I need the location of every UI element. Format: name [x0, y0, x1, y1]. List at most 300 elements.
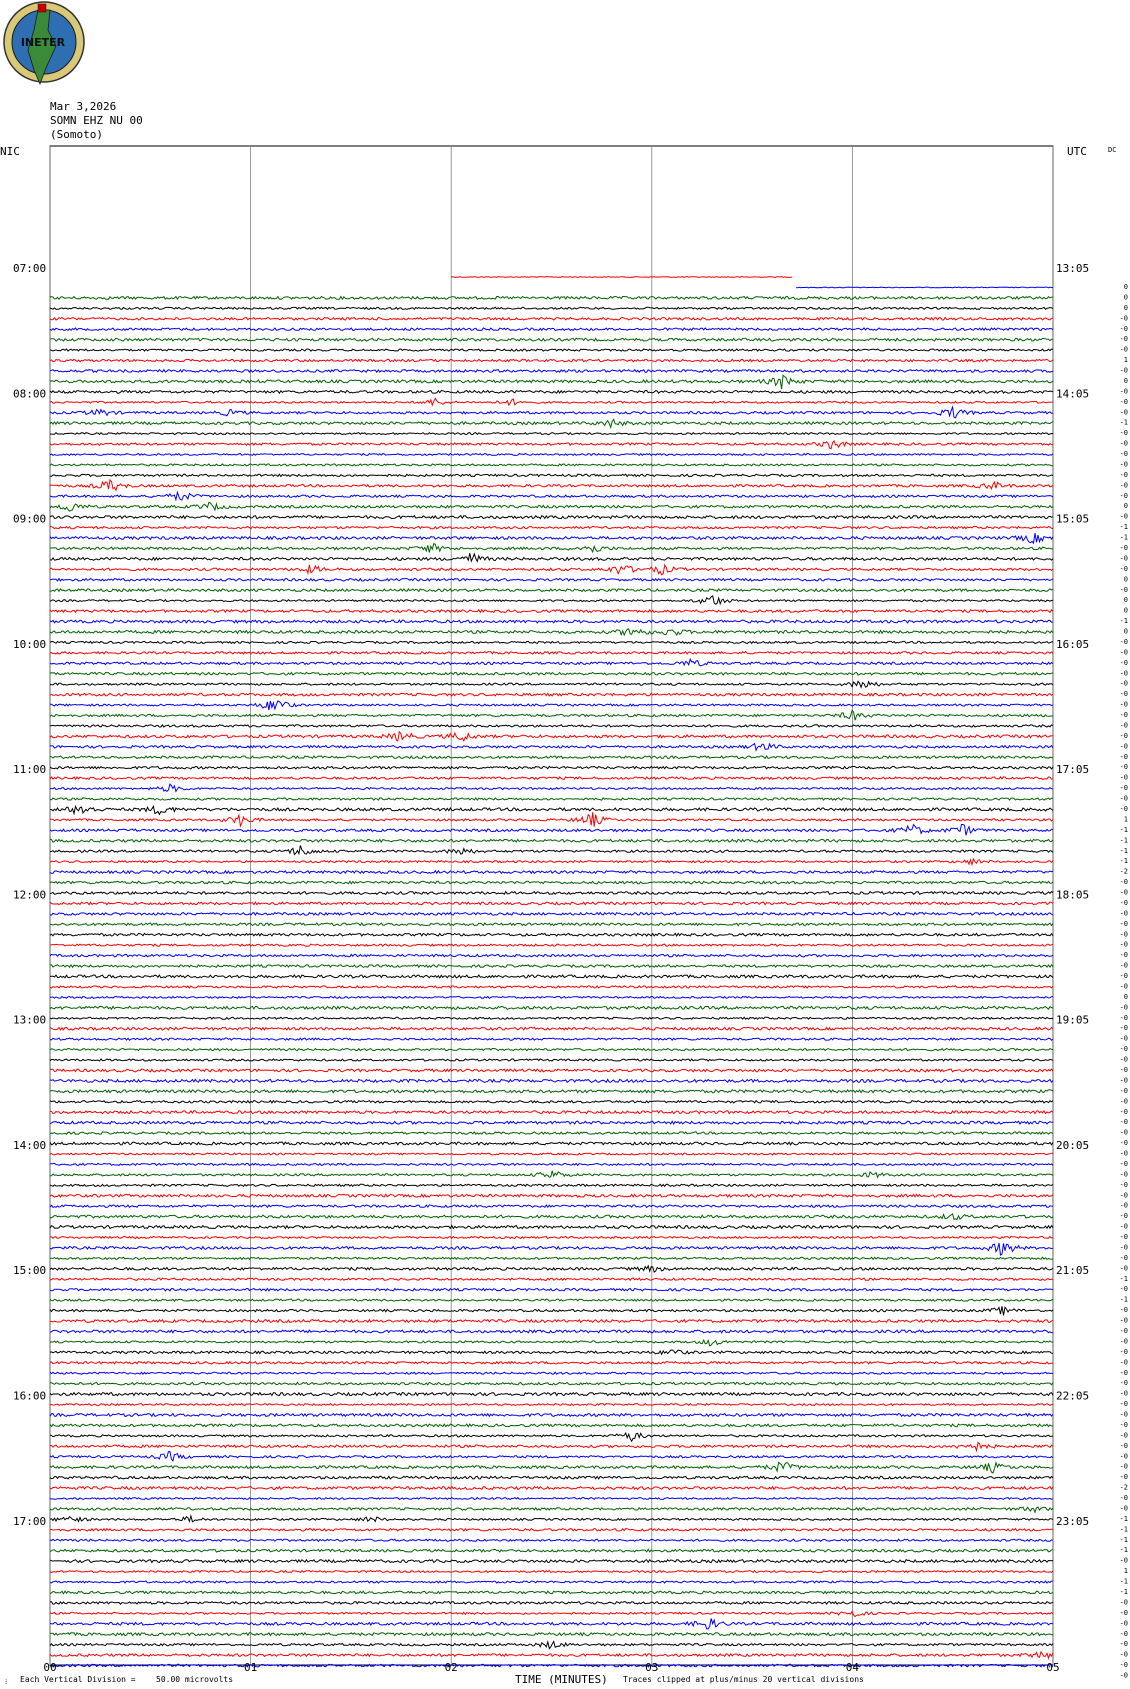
x-tick-label: 04	[845, 1661, 860, 1674]
dc-offset: -0	[1119, 408, 1128, 417]
x-tick-label: 01	[243, 1661, 258, 1674]
dc-offset: -0	[1119, 1045, 1128, 1054]
left-hour-label: 08:00	[13, 387, 47, 401]
trace-green	[50, 1424, 1053, 1427]
dc-offset: 0	[1123, 575, 1128, 584]
trace-blue	[50, 784, 1053, 791]
dc-offset: -0	[1119, 919, 1128, 928]
dc-offset: -0	[1119, 1420, 1128, 1429]
trace-green	[50, 1382, 1053, 1385]
trace-blue	[50, 1619, 1053, 1629]
dc-offset: -0	[1119, 1389, 1128, 1398]
trace-green	[50, 589, 1053, 592]
trace-black	[50, 349, 1053, 351]
x-tick-label: 05	[1046, 1661, 1060, 1674]
trace-blue	[50, 328, 1053, 330]
dc-offset: -0	[1119, 1608, 1128, 1617]
dc-offset: -0	[1119, 982, 1128, 991]
dc-offset: -0	[1119, 1462, 1128, 1471]
trace-red	[50, 526, 1053, 528]
trace-red	[50, 1487, 1053, 1490]
dc-offset: -0	[1119, 1473, 1128, 1482]
dc-offset: -0	[1119, 470, 1128, 479]
right-hour-label: 16:05	[1056, 637, 1090, 651]
dc-offset: -0	[1119, 1222, 1128, 1231]
dc-offset: -0	[1119, 1368, 1128, 1377]
left-hour-label: 14:00	[13, 1138, 47, 1152]
dc-offset: -0	[1119, 1024, 1128, 1033]
dc-offset: -0	[1119, 1097, 1128, 1106]
trace-black	[50, 1560, 1053, 1563]
left-hour-label: 16:00	[13, 1389, 47, 1403]
dc-offset: -0	[1119, 805, 1128, 813]
dc-offset: -0	[1119, 1598, 1128, 1607]
trace-blue	[50, 1330, 1053, 1333]
dc-offset: 1	[1123, 356, 1128, 365]
trace-red	[50, 1611, 1053, 1616]
trace-blue	[50, 370, 1053, 373]
trace-red	[50, 1404, 1053, 1406]
right-hour-label: 23:05	[1056, 1514, 1090, 1528]
dc-offset: -0	[1119, 930, 1128, 939]
trace-green	[50, 881, 1053, 884]
trace-black	[50, 553, 1053, 561]
dc-offset: -0	[1119, 940, 1128, 949]
right-zone-label: UTC	[1067, 145, 1087, 158]
trace-green	[50, 1006, 1053, 1009]
dc-offset: -0	[1119, 1149, 1128, 1158]
trace-green	[50, 710, 1053, 720]
trace-black	[50, 892, 1053, 895]
left-hour-label: 13:00	[13, 1013, 47, 1027]
dc-offset: -0	[1119, 1285, 1128, 1294]
trace-red	[50, 693, 1053, 696]
dc-offset: -0	[1119, 564, 1128, 573]
trace-green	[50, 1549, 1053, 1552]
trace-blue	[50, 492, 1053, 500]
trace-blue	[50, 1163, 1053, 1165]
dc-offset: -0	[1119, 1066, 1128, 1074]
dc-offset: -0	[1119, 1619, 1128, 1628]
trace-red	[50, 902, 1053, 905]
dc-offset: -0	[1119, 544, 1128, 552]
trace-black	[50, 1306, 1053, 1315]
location-label: (Somoto)	[50, 128, 103, 141]
trace-black	[50, 1350, 1053, 1354]
dc-offset: -0	[1119, 460, 1128, 469]
trace-green	[50, 1462, 1053, 1473]
dc-header: DC	[1108, 146, 1117, 154]
trace-green	[50, 375, 1053, 389]
logo	[4, 2, 84, 84]
dc-offset: -0	[1119, 1347, 1128, 1356]
trace-black	[50, 1017, 1053, 1019]
dc-offset: -0	[1119, 1253, 1128, 1262]
dc-offset: -0	[1119, 898, 1128, 907]
trace-black	[50, 846, 1053, 855]
dc-offset: -0	[1119, 1379, 1128, 1388]
dc-offset: -1	[1119, 1588, 1128, 1596]
station-label: SOMN EHZ NU 00	[50, 114, 143, 127]
dc-offset: 0	[1123, 627, 1128, 636]
trace-red	[50, 1111, 1053, 1114]
dc-offset: -0	[1119, 1233, 1128, 1242]
dc-offset: 0	[1123, 606, 1128, 615]
left-hour-label: 07:00	[13, 262, 47, 275]
trace-green	[50, 1257, 1053, 1259]
dc-offset: -0	[1119, 1400, 1128, 1409]
trace-black	[50, 933, 1053, 936]
trace-red	[50, 944, 1053, 946]
trace-blue	[50, 579, 1053, 582]
dc-offset: -1	[1119, 1525, 1128, 1534]
trace-black	[50, 641, 1053, 643]
dc-offset: -0	[1119, 554, 1128, 563]
dc-offset: -0	[1119, 450, 1128, 459]
trace-black	[50, 1433, 1053, 1441]
trace-red	[50, 812, 1053, 827]
trace-red	[50, 1153, 1053, 1155]
dc-offset: -0	[1119, 345, 1128, 354]
trace-green	[50, 1049, 1053, 1051]
dc-offset: -2	[1119, 867, 1128, 876]
dc-offset: -0	[1119, 397, 1128, 406]
dc-offset: -0	[1119, 439, 1128, 448]
trace-green	[50, 1214, 1053, 1220]
trace-red	[50, 732, 1053, 741]
right-hour-label: 13:05	[1056, 262, 1090, 275]
trace-red	[50, 610, 1053, 613]
trace-green	[50, 923, 1053, 926]
trace-black	[50, 1142, 1053, 1145]
dc-offset: -0	[1119, 1431, 1128, 1440]
logo-text: INETER	[20, 36, 66, 49]
trace-red	[50, 1069, 1053, 1072]
trace-green	[50, 1299, 1053, 1301]
dc-offset: -0	[1119, 888, 1128, 897]
dc-offset: -0	[1119, 481, 1128, 490]
dc-offset: -0	[1119, 721, 1128, 730]
trace-red	[50, 1027, 1053, 1030]
right-hour-label: 15:05	[1056, 512, 1090, 526]
dc-offset: -0	[1119, 1243, 1128, 1252]
trace-red	[50, 1362, 1053, 1364]
trace-red	[50, 777, 1053, 779]
dc-offset: -0	[1119, 1055, 1128, 1064]
trace-lines	[50, 277, 1053, 1667]
trace-blue	[50, 701, 1053, 710]
trace-red	[50, 652, 1053, 654]
dc-offset: -0	[1119, 1264, 1128, 1273]
trace-black	[50, 1266, 1053, 1272]
trace-black	[50, 806, 1053, 814]
trace-blue	[50, 454, 1053, 456]
dc-offset-labels	[1120, 283, 1128, 1680]
dc-offset: -0	[1119, 731, 1128, 740]
dc-offset: 0	[1123, 992, 1128, 1001]
dc-offset: -0	[1119, 648, 1128, 657]
trace-blue	[50, 744, 1053, 751]
dc-offset: -0	[1119, 512, 1128, 521]
dc-offset: -0	[1119, 429, 1128, 438]
trace-green	[50, 338, 1053, 341]
right-hour-label: 14:05	[1056, 387, 1090, 401]
trace-blue	[50, 1539, 1053, 1541]
trace-blue	[50, 1372, 1053, 1374]
dc-offset: -0	[1119, 794, 1128, 803]
trace-red	[50, 1571, 1053, 1573]
trace-black	[50, 391, 1053, 394]
dc-offset: -0	[1119, 1640, 1128, 1649]
trace-red	[50, 398, 1053, 405]
trace-blue	[50, 407, 1053, 418]
dc-offset: -0	[1119, 679, 1128, 688]
trace-blue	[50, 1079, 1053, 1082]
trace-blue	[50, 825, 1053, 836]
trace-green	[50, 1171, 1053, 1178]
trace-blue	[50, 1243, 1053, 1255]
trace-blue	[50, 1038, 1053, 1040]
dc-offset: -0	[1119, 1086, 1128, 1095]
trace-black	[50, 1516, 1053, 1522]
trace-green	[50, 297, 1053, 300]
trace-green	[50, 756, 1053, 759]
dc-offset: -1	[1119, 836, 1128, 845]
left-hour-label: 09:00	[13, 512, 47, 526]
trace-green	[50, 629, 1053, 635]
dc-offset: 0	[1123, 376, 1128, 385]
dc-offset: -0	[1119, 1661, 1128, 1670]
dc-offset: -0	[1119, 1076, 1128, 1085]
dc-offset: -0	[1119, 1003, 1128, 1012]
dc-offset: -0	[1119, 658, 1128, 667]
trace-green	[50, 1591, 1053, 1594]
dc-offset: -0	[1119, 314, 1128, 323]
dc-offset: -1	[1119, 1535, 1128, 1544]
dc-offset: -0	[1119, 1201, 1128, 1210]
dc-offset: -0	[1119, 752, 1128, 761]
trace-blue	[50, 1451, 1053, 1460]
dc-offset: -0	[1119, 1118, 1128, 1127]
dc-offset: -0	[1119, 690, 1128, 699]
trace-red	[50, 859, 1053, 865]
dc-offset: -0	[1119, 1327, 1128, 1335]
trace-black	[50, 307, 1053, 309]
dc-offset: -0	[1119, 324, 1128, 333]
dc-offset: -0	[1119, 909, 1128, 918]
dc-offset: -0	[1119, 1410, 1128, 1419]
dc-offset: -0	[1119, 491, 1128, 500]
dc-offset: -1	[1119, 1546, 1128, 1555]
trace-red	[50, 1237, 1053, 1239]
dc-offset: -0	[1119, 1013, 1128, 1022]
dc-offset: -0	[1119, 1629, 1128, 1638]
dc-offset: -0	[1119, 711, 1128, 720]
trace-red	[50, 480, 1053, 490]
trace-red	[50, 1652, 1053, 1659]
date-label: Mar 3,2026	[50, 100, 117, 113]
dc-offset: -0	[1119, 1452, 1128, 1461]
trace-red	[50, 441, 1053, 449]
trace-green	[50, 464, 1053, 466]
trace-green	[50, 544, 1053, 553]
trace-blue	[50, 996, 1053, 998]
left-zone-label: NIC	[0, 145, 20, 158]
dc-offset: -0	[1119, 1316, 1128, 1325]
trace-blue	[50, 871, 1053, 874]
dc-offset: -0	[1119, 585, 1128, 594]
dc-offset: -0	[1119, 1337, 1128, 1346]
dc-offset: -1	[1119, 1274, 1128, 1283]
trace-green	[50, 1633, 1053, 1636]
dc-offset: 0	[1123, 303, 1128, 312]
dc-offset: -1	[1119, 857, 1128, 866]
trace-blue	[50, 1205, 1053, 1208]
dc-offset: -0	[1119, 1306, 1128, 1315]
dc-offset: 1	[1123, 1567, 1128, 1576]
trace-black	[50, 1642, 1053, 1649]
dc-offset: 0	[1123, 283, 1128, 291]
trace-black	[50, 766, 1053, 769]
trace-green	[50, 1090, 1053, 1093]
trace-black	[50, 1226, 1053, 1229]
trace-black	[50, 596, 1053, 604]
dc-offset: -0	[1119, 773, 1128, 782]
dc-offset: -0	[1119, 1191, 1128, 1200]
dc-offset: -2	[1119, 1483, 1128, 1492]
dc-offset: -1	[1119, 523, 1128, 532]
trace-black	[50, 1101, 1053, 1103]
trace-blue	[50, 1289, 1053, 1291]
trace-blue	[796, 287, 1053, 288]
trace-black	[50, 516, 1053, 519]
dc-offset: -0	[1119, 669, 1128, 678]
right-hour-label: 21:05	[1056, 1264, 1090, 1278]
vertical-division-value: 50.00 microvolts	[156, 1675, 234, 1684]
trace-green	[50, 672, 1053, 675]
dc-offset: -0	[1119, 1504, 1128, 1513]
trace-black	[50, 1059, 1053, 1061]
scale-mark: ⁝	[5, 1678, 8, 1686]
trace-black	[50, 725, 1053, 727]
trace-green	[50, 419, 1053, 427]
x-tick-label: 03	[645, 1661, 659, 1674]
x-tick-label: 02	[444, 1661, 458, 1674]
right-hour-label: 19:05	[1056, 1013, 1090, 1027]
trace-red	[451, 277, 792, 278]
trace-black	[50, 975, 1053, 978]
dc-offset: -0	[1119, 1556, 1128, 1565]
dc-offset: -0	[1119, 700, 1128, 709]
trace-blue	[50, 1414, 1053, 1417]
dc-offset: -0	[1119, 1107, 1128, 1116]
dc-offset: -0	[1119, 1128, 1128, 1137]
dc-offset: -0	[1119, 1180, 1128, 1189]
trace-blue	[50, 954, 1053, 956]
trace-blue	[50, 620, 1053, 623]
dc-offset: -0	[1119, 387, 1128, 396]
dc-offset: -0	[1119, 742, 1128, 751]
trace-red	[50, 1194, 1053, 1197]
trace-red	[50, 1529, 1053, 1531]
left-hour-label: 17:00	[13, 1514, 47, 1528]
clip-note: Traces clipped at plus/minus 20 vertical divisions	[623, 1675, 864, 1684]
trace-green	[50, 1340, 1053, 1346]
trace-blue	[50, 913, 1053, 916]
trace-green	[50, 1132, 1053, 1134]
left-hour-label: 15:00	[13, 1264, 47, 1278]
trace-black	[50, 1184, 1053, 1186]
right-hour-label: 18:05	[1056, 888, 1090, 902]
trace-black	[50, 474, 1053, 476]
dc-offset: -0	[1119, 1358, 1128, 1367]
dc-offset: -1	[1119, 1514, 1128, 1523]
trace-red	[50, 318, 1053, 321]
trace-blue	[50, 1581, 1053, 1583]
trace-red	[50, 1278, 1053, 1280]
right-hour-label: 17:05	[1056, 763, 1090, 777]
trace-red	[50, 565, 1053, 575]
dc-offset: -0	[1119, 961, 1128, 970]
dc-offset: 0	[1123, 293, 1128, 302]
dc-offset: -1	[1119, 1577, 1128, 1586]
left-hour-label: 11:00	[13, 763, 47, 777]
trace-green	[50, 798, 1053, 800]
dc-offset: -0	[1119, 637, 1128, 646]
dc-offset: -1	[1119, 617, 1128, 626]
dc-offset: -0	[1119, 878, 1128, 887]
trace-blue	[50, 533, 1053, 543]
dc-offset: -0	[1119, 784, 1128, 793]
dc-offset: -0	[1119, 972, 1128, 981]
dc-offset: -1	[1119, 825, 1128, 834]
dc-offset: -1	[1119, 1295, 1128, 1304]
dc-offset: -0	[1119, 951, 1128, 960]
left-hour-label: 10:00	[13, 637, 47, 651]
dc-offset: -0	[1119, 1170, 1128, 1179]
trace-black	[50, 1393, 1053, 1396]
dc-offset: -1	[1119, 418, 1128, 427]
dc-offset: -0	[1119, 1671, 1128, 1680]
trace-red	[50, 986, 1053, 988]
x-tick-label: 00	[43, 1661, 57, 1674]
left-time-labels	[13, 262, 46, 1528]
right-time-labels	[1056, 262, 1089, 1528]
trace-red	[50, 359, 1053, 361]
dc-offset: -0	[1119, 1650, 1128, 1659]
trace-green	[50, 1507, 1053, 1512]
dc-offset: -0	[1119, 1494, 1128, 1503]
dc-offset: -0	[1119, 763, 1128, 772]
left-hour-label: 12:00	[13, 888, 47, 902]
trace-green	[50, 502, 1053, 511]
trace-blue	[50, 1121, 1053, 1124]
trace-black	[50, 1602, 1053, 1605]
trace-blue	[50, 1498, 1053, 1500]
trace-blue	[50, 659, 1053, 666]
dc-offset: -0	[1119, 335, 1128, 344]
dc-offset: -0	[1119, 1212, 1128, 1221]
x-axis-title: TIME (MINUTES)	[515, 1673, 608, 1686]
dc-offset: -0	[1119, 1139, 1128, 1148]
trace-red	[50, 1443, 1053, 1451]
dc-offset: 0	[1123, 502, 1128, 511]
dc-offset: -0	[1119, 1159, 1128, 1168]
dc-offset: -0	[1119, 366, 1128, 375]
trace-green	[50, 965, 1053, 968]
dc-offset: -0	[1119, 1034, 1128, 1043]
dc-offset: -1	[1119, 533, 1128, 542]
